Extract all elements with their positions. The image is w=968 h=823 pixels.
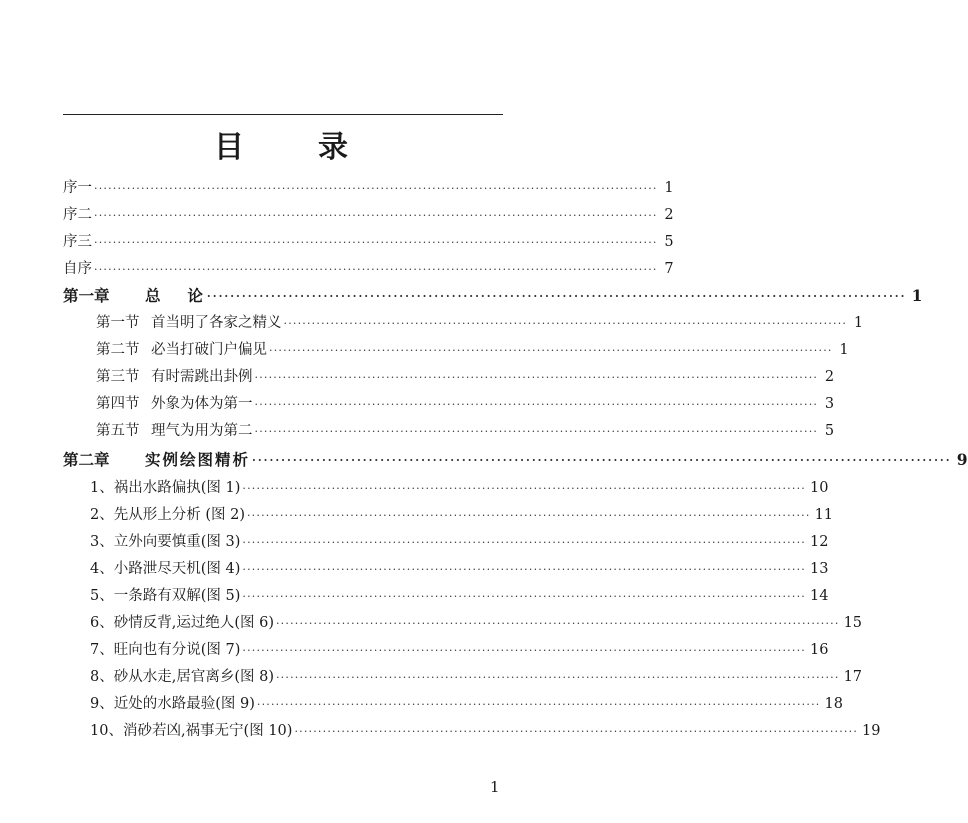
toc-entry[interactable] [63, 419, 835, 441]
toc-entry[interactable] [63, 284, 923, 306]
toc-entry[interactable] [63, 557, 829, 579]
toc-page-number: 11 [814, 507, 834, 523]
toc-entry[interactable] [63, 392, 835, 414]
toc-page-number: 15 [843, 615, 863, 631]
toc-page-number: 3 [824, 396, 835, 412]
toc-entry[interactable] [63, 692, 843, 714]
leader-dots: ························································································································ [242, 536, 806, 549]
toc-entry-label: 8、砂从水走,居官离乡(图 8) [90, 669, 274, 685]
toc-entry[interactable] [63, 719, 881, 741]
toc-entry[interactable] [63, 257, 674, 279]
toc-entry-label [63, 367, 253, 387]
toc-entry[interactable] [63, 448, 968, 470]
toc-page-number: 19 [862, 723, 881, 739]
leader-dots: ························································································································ [242, 482, 806, 495]
toc-page-number: 5 [824, 423, 835, 439]
leader-dots: ························································································································ [242, 590, 806, 603]
toc-entry-label: 序二 [63, 207, 92, 223]
toc-entry-label: 6、砂情反背,运过绝人(图 6) [90, 615, 274, 631]
toc-entry[interactable] [63, 476, 829, 498]
toc-page-number: 7 [664, 261, 674, 277]
toc-page-number: 1 [853, 315, 864, 331]
toc-entry-label [63, 421, 253, 441]
toc-entry-label: 7、旺向也有分说(图 7) [90, 642, 241, 658]
section-title: 外象为体为第一 [151, 396, 253, 412]
leader-dots: ························································································································ [242, 563, 806, 576]
section-number: 第四节 [96, 396, 140, 412]
toc-entry-label: 10、消砂若凶,祸事无宁(图 10) [90, 723, 293, 739]
toc-entry[interactable] [63, 584, 829, 606]
section-number: 第五节 [96, 423, 140, 439]
toc-entry[interactable] [63, 665, 863, 687]
title-char-left: 目 [214, 130, 244, 165]
leader-dots: ························································································································ [283, 317, 848, 330]
toc-page-number: 16 [809, 642, 829, 658]
leader-dots: ························································································································ [254, 425, 819, 438]
chapter-title: 总 论 [145, 286, 205, 305]
section-title: 首当明了各家之精义 [151, 315, 282, 331]
toc-page-number: 9 [956, 450, 968, 469]
toc-entry[interactable] [63, 203, 674, 225]
leader-dots: ························································································································ [275, 671, 840, 684]
toc-entry[interactable] [63, 176, 674, 198]
section-title: 必当打破门户偏见 [151, 342, 267, 358]
footer-page-number: 1 [490, 778, 500, 796]
toc-entry-label [63, 450, 250, 470]
leader-dots: ························································································································ [94, 209, 658, 222]
toc-entry[interactable] [63, 638, 829, 660]
toc-entry-label [63, 313, 282, 333]
toc-entry-label [63, 286, 205, 306]
section-title: 理气为用为第二 [151, 423, 253, 439]
title-char-right: 录 [318, 130, 348, 165]
toc-entry-label: 1、祸出水路偏执(图 1) [90, 480, 241, 496]
toc-page-number: 2 [664, 207, 674, 223]
toc-entry[interactable] [63, 230, 674, 252]
toc-page-number: 13 [809, 561, 829, 577]
toc-entry[interactable] [63, 338, 849, 360]
toc-entry[interactable] [63, 530, 829, 552]
chapter-number: 第一章 [63, 286, 110, 305]
toc-entry-label [63, 340, 267, 360]
chapter-title: 实例绘图精析 [145, 450, 251, 469]
leader-dots: ························································································································ [294, 725, 859, 738]
leader-dots: ························································································································ [275, 617, 840, 630]
leader-dots: ························································································································ [252, 454, 952, 467]
toc-entry-label: 3、立外向要慎重(图 3) [90, 534, 241, 550]
section-number: 第三节 [96, 369, 140, 385]
toc-page-number: 2 [824, 369, 835, 385]
toc-entry-label: 2、先从形上分析 (图 2) [90, 507, 245, 523]
toc-entry[interactable] [63, 611, 863, 633]
chapter-number: 第二章 [63, 450, 110, 469]
toc-page-number: 10 [809, 480, 829, 496]
leader-dots: ························································································································ [269, 344, 833, 357]
leader-dots: ························································································································ [94, 236, 658, 249]
leader-dots: ························································································································ [242, 644, 806, 657]
toc-entry[interactable] [63, 365, 835, 387]
toc-page-number: 1 [664, 180, 674, 196]
toc-entry-label: 序一 [63, 180, 92, 196]
toc-entry[interactable] [63, 311, 864, 333]
section-number: 第二节 [96, 342, 140, 358]
toc-entry-label [63, 394, 253, 414]
toc-page-number: 5 [664, 234, 674, 250]
toc-entry[interactable] [63, 503, 834, 525]
toc-entry-label: 5、一条路有双解(图 5) [90, 588, 241, 604]
toc-page-number: 18 [824, 696, 843, 712]
toc-page-number: 12 [809, 534, 829, 550]
leader-dots: ························································································································ [246, 509, 811, 522]
leader-dots: ························································································································ [254, 398, 819, 411]
leader-dots: ························································································································ [256, 698, 821, 711]
toc-entry-label: 自序 [63, 261, 92, 277]
leader-dots: ························································································································ [94, 263, 658, 276]
leader-dots: ························································································································ [94, 182, 658, 195]
section-title: 有时需跳出卦例 [151, 369, 253, 385]
section-number: 第一节 [96, 315, 140, 331]
leader-dots: ························································································································ [254, 371, 819, 384]
leader-dots: ························································································································ [206, 290, 907, 303]
toc-page-number: 17 [843, 669, 863, 685]
toc-page-number: 1 [839, 342, 849, 358]
toc-entry-label: 4、小路泄尽天机(图 4) [90, 561, 241, 577]
toc-entry-label: 9、近处的水路最验(图 9) [90, 696, 255, 712]
toc-entry-label: 序三 [63, 234, 92, 250]
toc-page-number: 14 [809, 588, 829, 604]
toc-page-number: 1 [911, 286, 923, 305]
